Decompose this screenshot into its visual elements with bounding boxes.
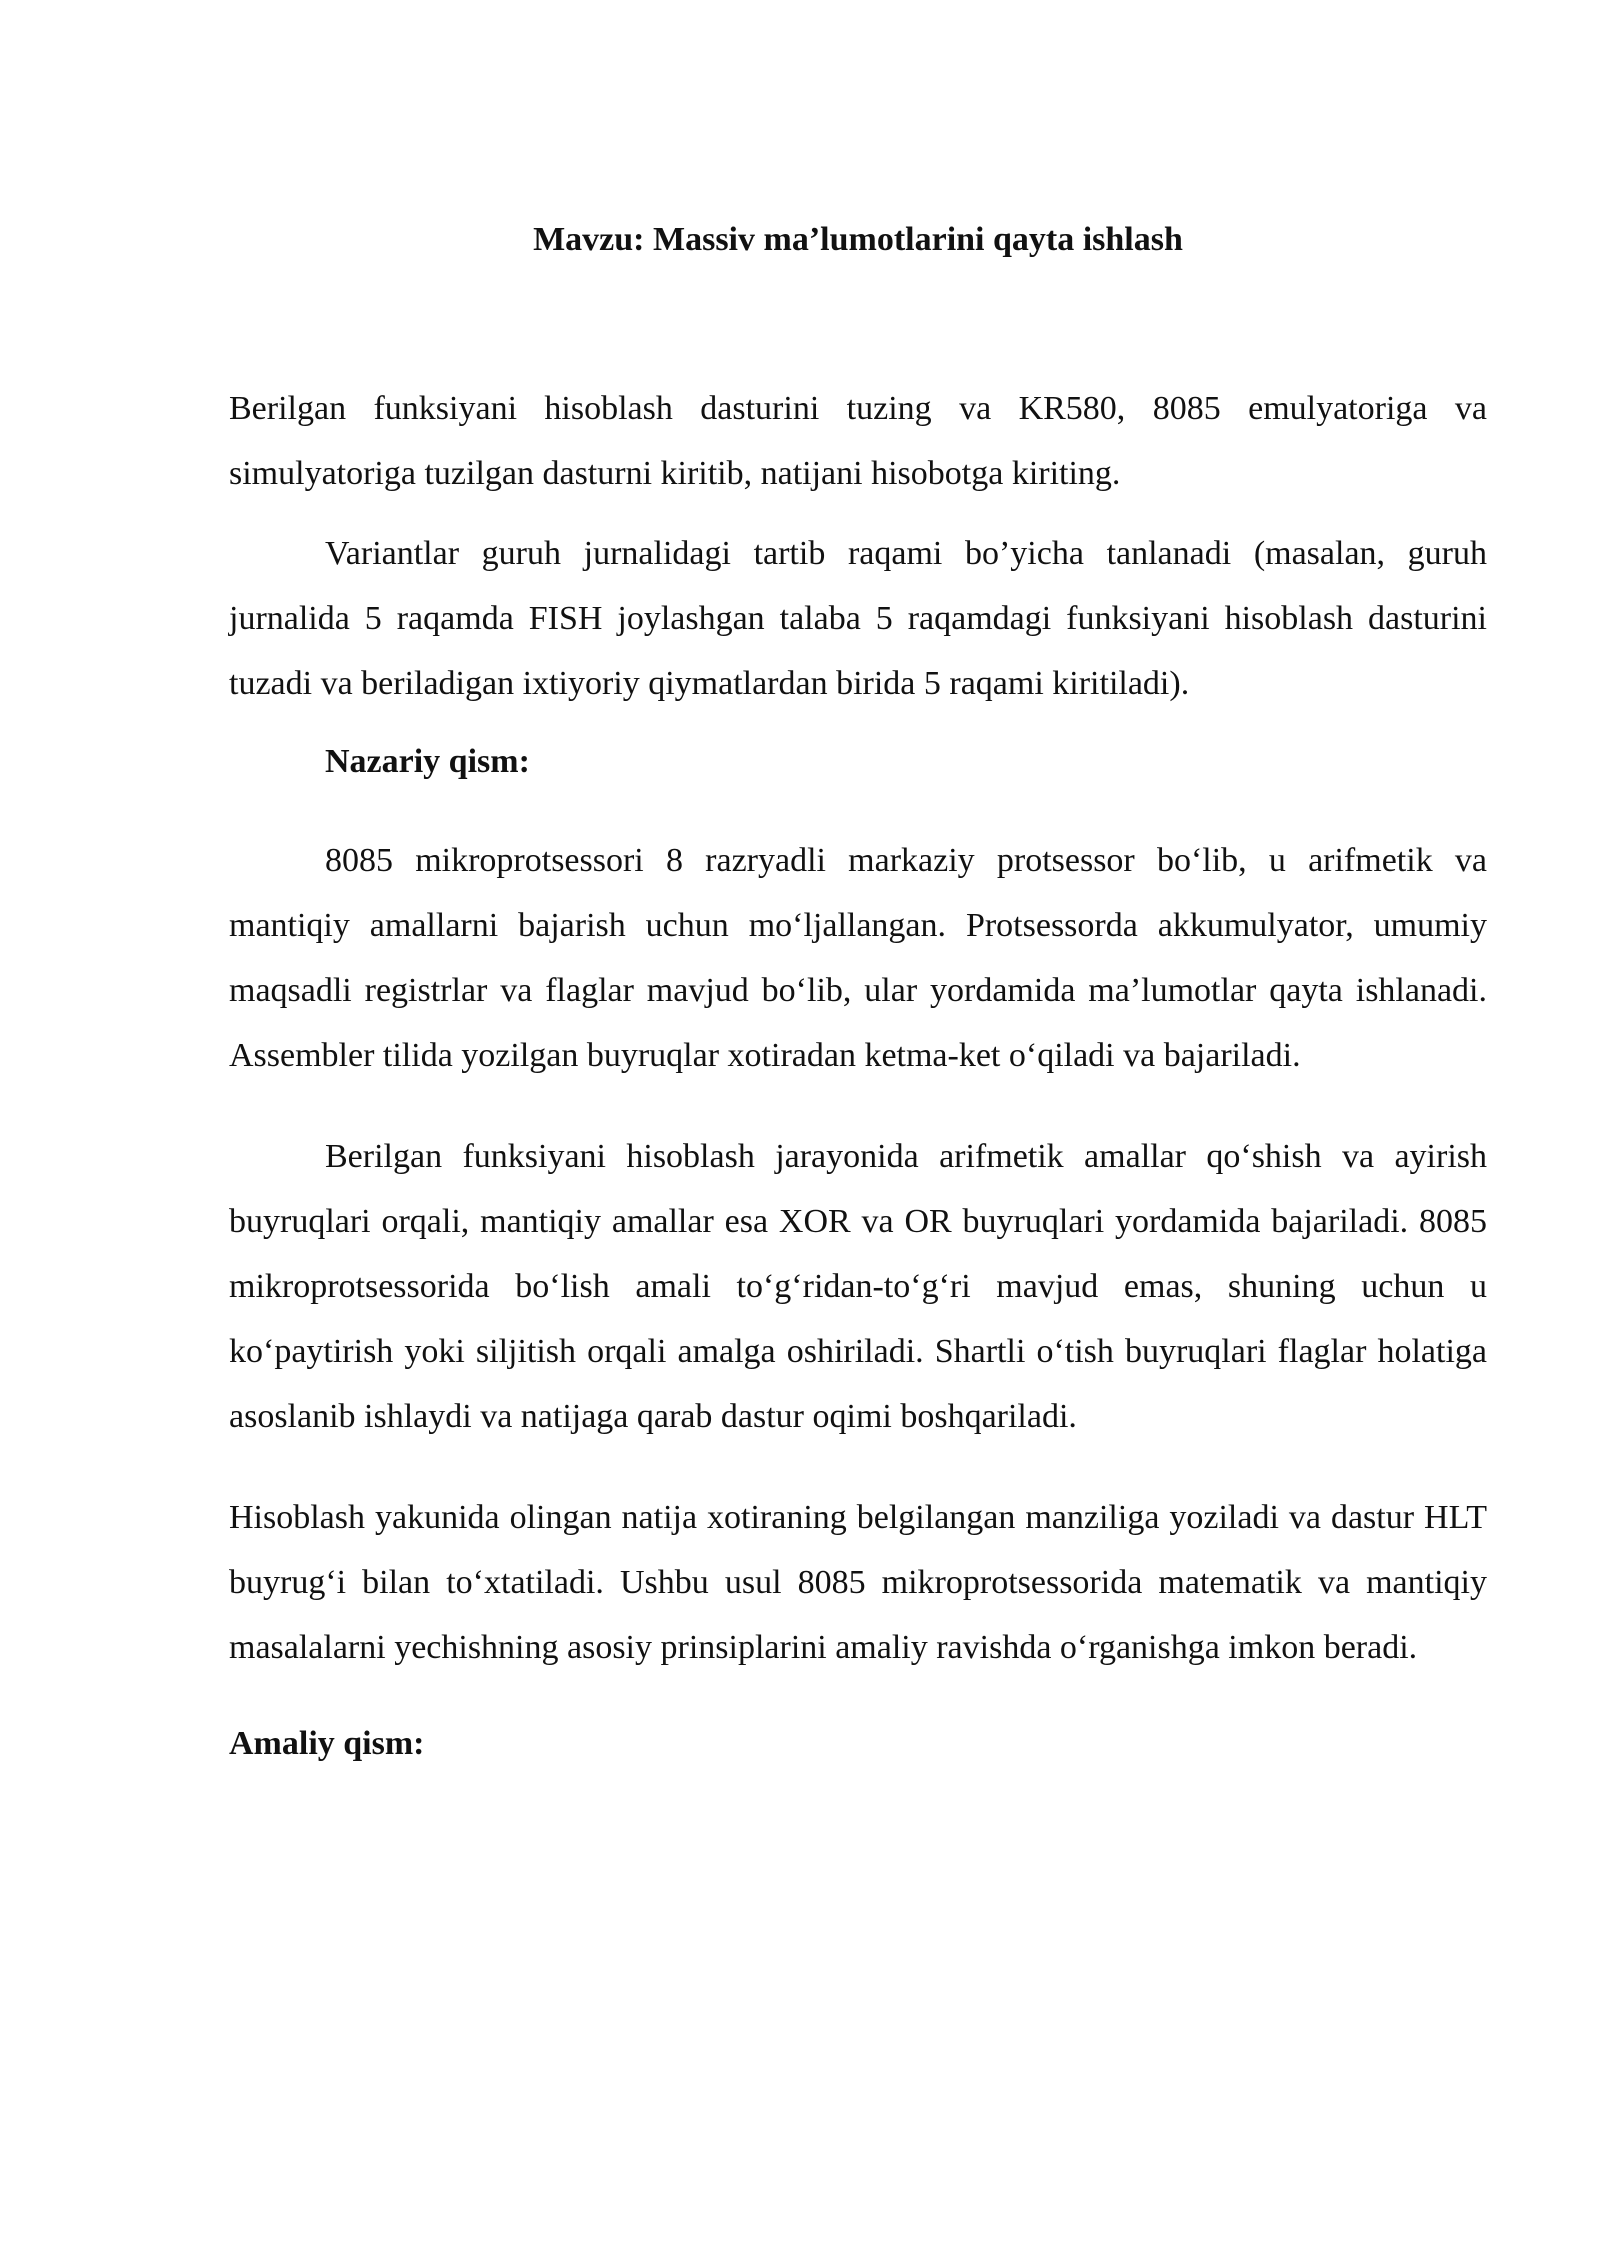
practice-heading: Amaliy qism: — [229, 1725, 425, 1762]
document-body — [229, 210, 1487, 1774]
theory-paragraph-3: Hisoblash yakunida olingan natija xotiraning belgilangan manziliga yoziladi va dastur HLT buyrug‘i bilan to‘xtatiladi. Ushbu usul 8085 mikroprotsessorida matematik va mantiqiy masalalarni yechishning asosiy prinsiplarini amaliy ravishda o‘rganishga imkon beradi. — [229, 1499, 1487, 1666]
theory-heading: Nazariy qism: — [325, 743, 530, 780]
theory-paragraph-1: 8085 mikroprotsessori 8 razryadli markaziy protsessor bo‘lib, u arifmetik va mantiqiy amallarni bajarish uchun mo‘ljallangan. Protsessorda akkumulyator, umumiy maqsadli registrlar va flaglar mavjud bo‘lib, ular yordamida ma’lumotlar qayta ishlanadi. Assembler tilida yozilgan buyruqlar xotiradan ketma-ket o‘qiladi va bajariladi. — [229, 842, 1487, 1074]
intro-paragraph: Berilgan funksiyani hisoblash dasturini tuzing va KR580, 8085 emulyatoriga va simulyatoriga tuzilgan dasturni kiritib, natijani hisobotga kiriting. — [229, 390, 1487, 492]
theory-paragraph-2: Berilgan funksiyani hisoblash jarayonida arifmetik amallar qo‘shish va ayirish buyruqlari orqali, mantiqiy amallar esa XOR va OR buyruqlari yordamida bajariladi. 8085 mikroprotsessorida bo‘lish amali to‘g‘ridan-to‘g‘ri mavjud emas, shuning uchun u ko‘paytirish yoki siljitish orqali amalga oshiriladi. Shartli o‘tish buyruqlari flaglar holatiga asoslanib ishlaydi va natijaga qarab dastur oqimi boshqariladi. — [229, 1138, 1487, 1435]
document-title: Mavzu: Massiv ma’lumotlarini qayta ishlash — [533, 221, 1183, 258]
variants-paragraph: Variantlar guruh jurnalidagi tartib raqami bo’yicha tanlanadi (masalan, guruh jurnalida 5 raqamda FISH joylashgan talaba 5 raqamdagi funksiyani hisoblash dasturini tuzadi va beriladigan ixtiyoriy qiymatlardan birida 5 raqami kiritiladi). — [229, 535, 1487, 702]
